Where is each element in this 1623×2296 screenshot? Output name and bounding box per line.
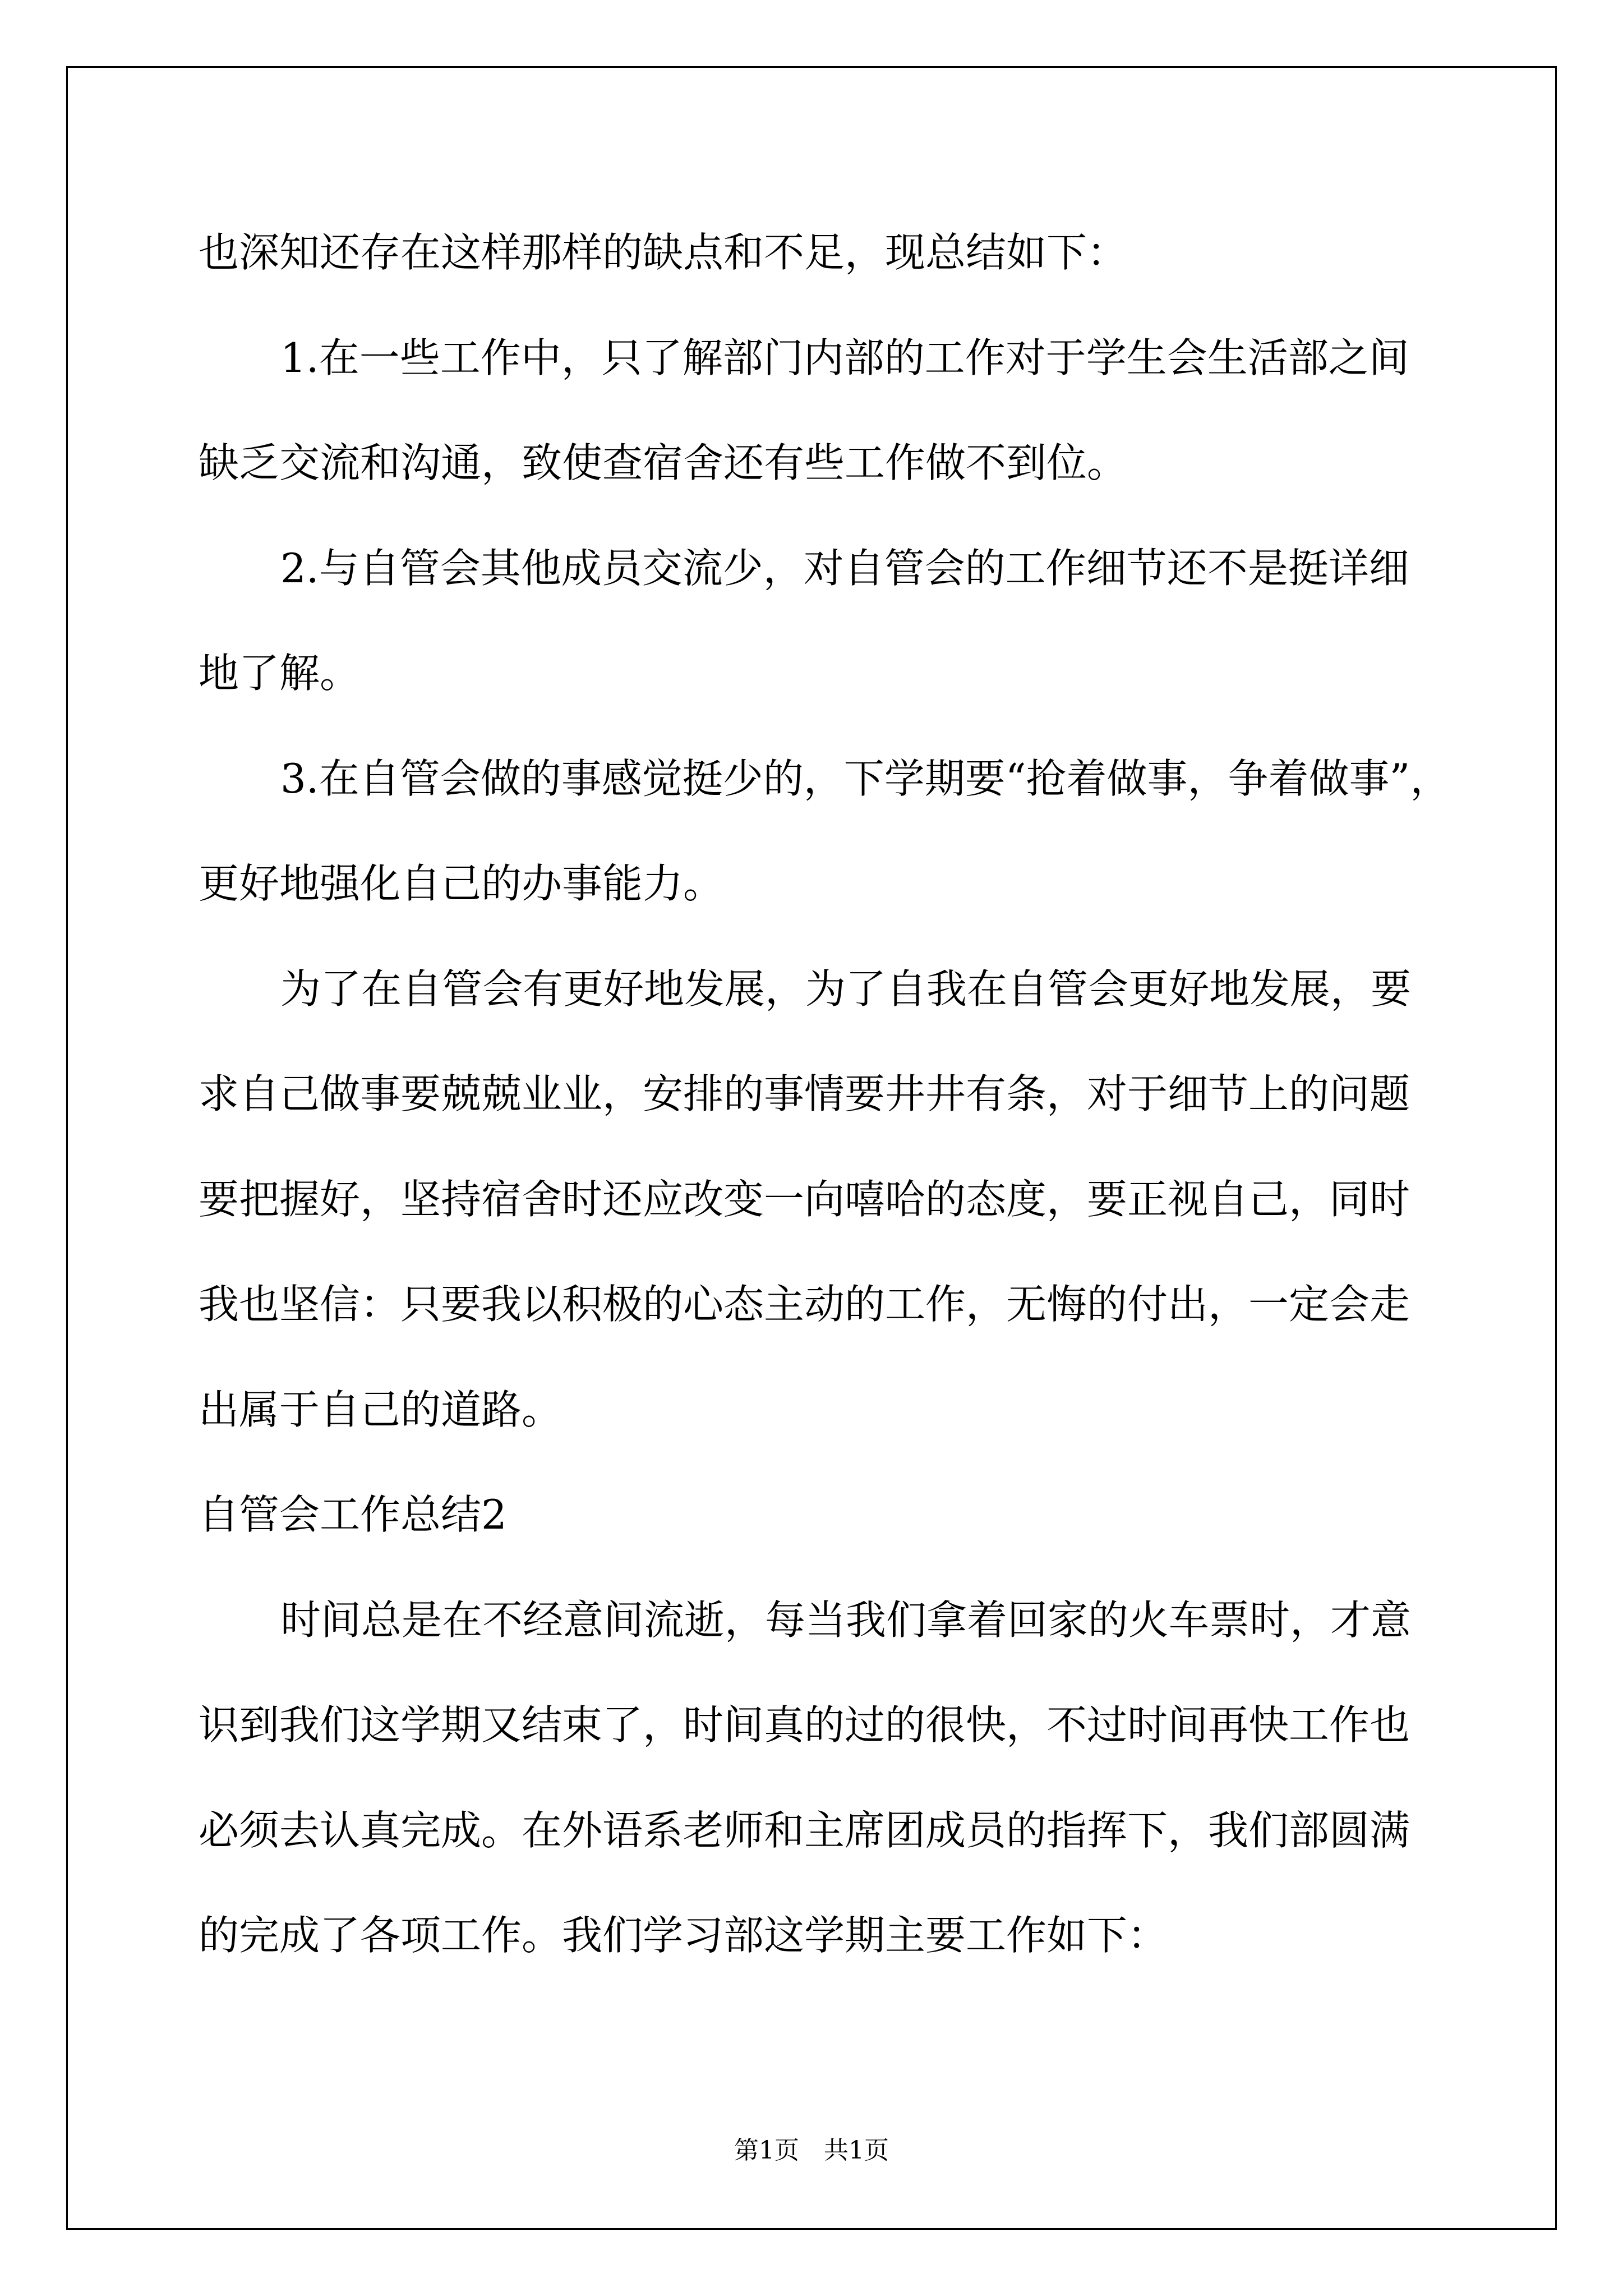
text-line: 3.在自管会做的事感觉挺少的，下学期要“抢着做事，争着做事”， — [280, 755, 1451, 802]
page-border — [66, 66, 1557, 2230]
text-line: 要把握好，坚持宿舍时还应改变一向嘻哈的态度，要正视自己，同时 — [199, 1176, 1410, 1223]
section-heading: 自管会工作总结2 — [199, 1491, 507, 1538]
text-line: 2.与自管会其他成员交流少，对自管会的工作细节还不是挺详细 — [280, 545, 1409, 592]
text-line: 时间总是在不经意间流逝，每当我们拿着回家的火车票时，才意 — [280, 1596, 1412, 1644]
text-line: 为了在自管会有更好地发展，为了自我在自管会更好地发展，要 — [280, 965, 1412, 1013]
text-line: 缺乏交流和沟通，致使查宿舍还有些工作做不到位。 — [199, 439, 1128, 486]
page-footer: 第1页 共1页 — [734, 2136, 889, 2165]
text-line: 出属于自己的道路。 — [199, 1386, 562, 1433]
text-line: 也深知还存在这样那样的缺点和不足，现总结如下： — [199, 229, 1128, 276]
text-line: 地了解。 — [199, 650, 361, 697]
text-line: 识到我们这学期又结束了，时间真的过的很快，不过时间再快工作也 — [199, 1701, 1410, 1749]
text-line: 更好地强化自己的办事能力。 — [199, 860, 724, 907]
text-line: 1.在一些工作中，只了解部门内部的工作对于学生会生活部之间 — [280, 334, 1409, 381]
text-line: 必须去认真完成。在外语系老师和主席团成员的指挥下，我们部圆满 — [199, 1807, 1410, 1854]
text-line: 我也坚信：只要我以积极的心态主动的工作，无悔的付出，一定会走 — [199, 1281, 1410, 1328]
text-line: 求自己做事要兢兢业业，安排的事情要井井有条，对于细节上的问题 — [199, 1070, 1410, 1117]
text-line: 的完成了各项工作。我们学习部这学期主要工作如下： — [199, 1912, 1168, 1959]
